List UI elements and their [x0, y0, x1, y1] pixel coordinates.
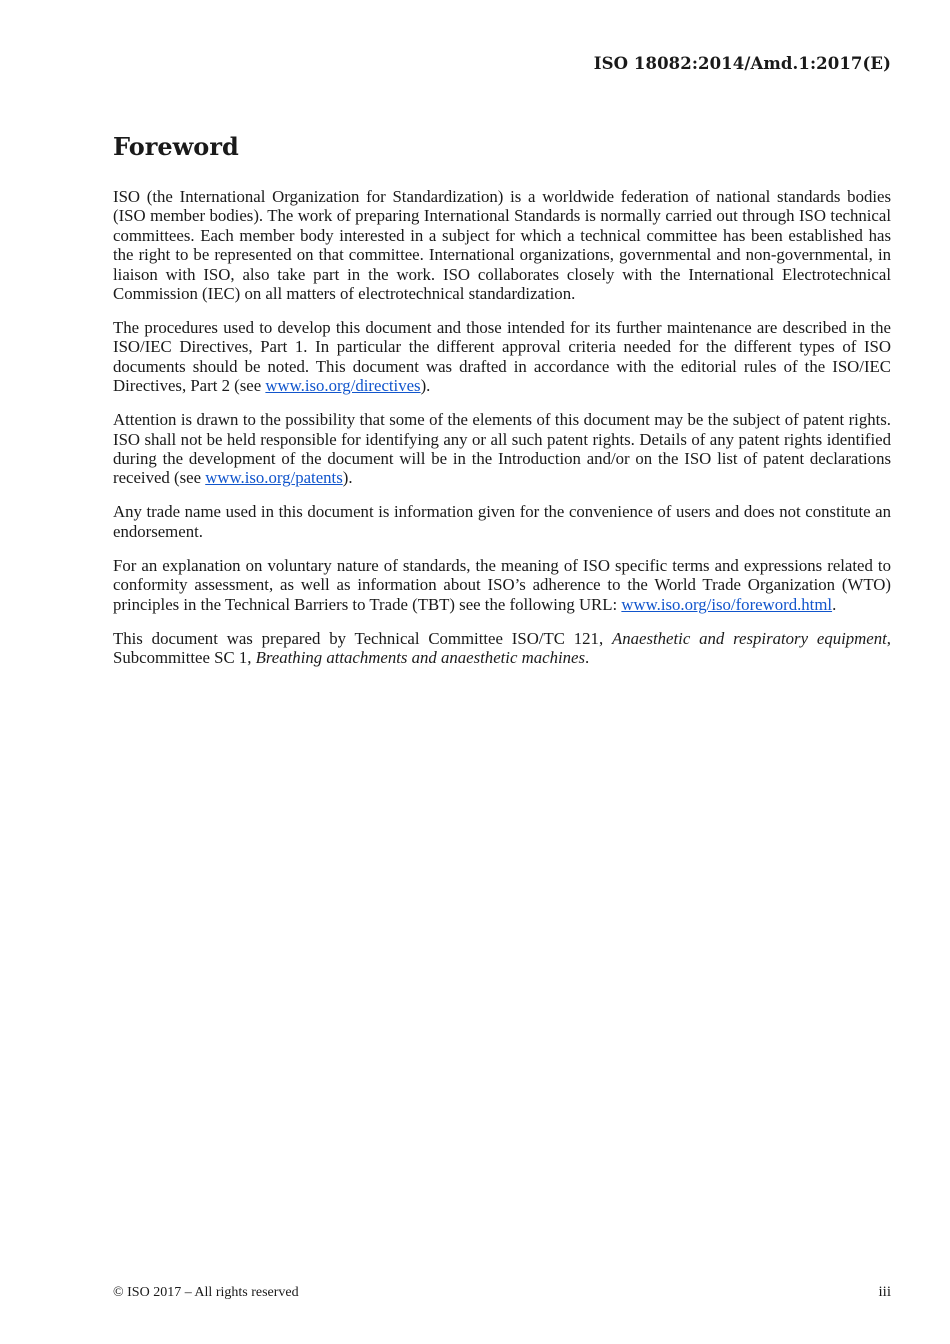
- paragraph-procedures: [113, 318, 891, 396]
- paragraph-text: This document was prepared by Technical Committee ISO/TC 121,: [113, 628, 612, 648]
- page-title: Foreword: [113, 132, 239, 161]
- directives-link[interactable]: www.iso.org/directives: [265, 376, 421, 396]
- paragraph-text: For an explanation on voluntary nature of standards, the meaning of ISO specific terms and expressions related to conformity assessment, as well as information about ISO’s adherence to the World Trade Organization (WTO) principles in the Technical Barriers to Trade (TBT) see the following URL:: [113, 555, 891, 614]
- foreword-url-link[interactable]: www.iso.org/iso/foreword.html: [621, 594, 833, 614]
- paragraph-prepared-by: [113, 629, 891, 668]
- paragraph-text: The procedures used to develop this document and those intended for its further maintenance are described in the ISO/IEC Directives, Part 1. In particular the different approval criteria needed for the different types of ISO documents should be noted. This document was drafted in accordance with the editorial rules of the ISO/IEC Directives, Part 2 (see: [113, 318, 891, 396]
- paragraph-text: , Subcommittee SC 1,: [113, 628, 891, 668]
- patents-link[interactable]: www.iso.org/patents: [205, 468, 343, 488]
- committee-name: Anaesthetic and respiratory equipment: [611, 628, 887, 648]
- document-id: ISO 18082:2014/Amd.1:2017(E): [593, 54, 891, 73]
- paragraph-voluntary-nature: [113, 556, 891, 614]
- footer-copyright: © ISO 2017 – All rights reserved: [113, 1285, 299, 1300]
- paragraph-iso-organization: ISO (the International Organization for Standardization) is a worldwide federation of national standards bodies (ISO member bodies). The work of preparing International Standards is normally carried out through ISO technical committees. Each member body interested in a subject for which a technical committee has been established has the right to be represented on that committee. International organizations, governmental and non-governmental, in liaison with ISO, also take part in the work. ISO collaborates closely with the International Electrotechnical Commission (IEC) on all matters of electrotechnical standardization.: [113, 187, 891, 304]
- paragraph-trade-name: Any trade name used in this document is information given for the convenience of users and does not constitute an endorsement.: [113, 502, 891, 541]
- paragraph-text: Attention is drawn to the possibility that some of the elements of this document may be the subject of patent rights. ISO shall not be held responsible for identifying any or all such patent rights. Details of any patent rights identified during the development of the document will be in the Introduction and/or on the ISO list of patent declarations received (see: [113, 410, 891, 488]
- paragraph-text: ).: [420, 376, 431, 396]
- paragraph-patent-rights: [113, 410, 891, 488]
- subcommittee-name: Breathing attachments and anaesthetic machines: [255, 648, 585, 668]
- paragraph-text: .: [832, 594, 837, 614]
- footer-page-number: iii: [878, 1284, 891, 1300]
- paragraph-text: .: [585, 648, 590, 668]
- foreword-body: [113, 187, 891, 668]
- paragraph-text: ).: [342, 468, 353, 488]
